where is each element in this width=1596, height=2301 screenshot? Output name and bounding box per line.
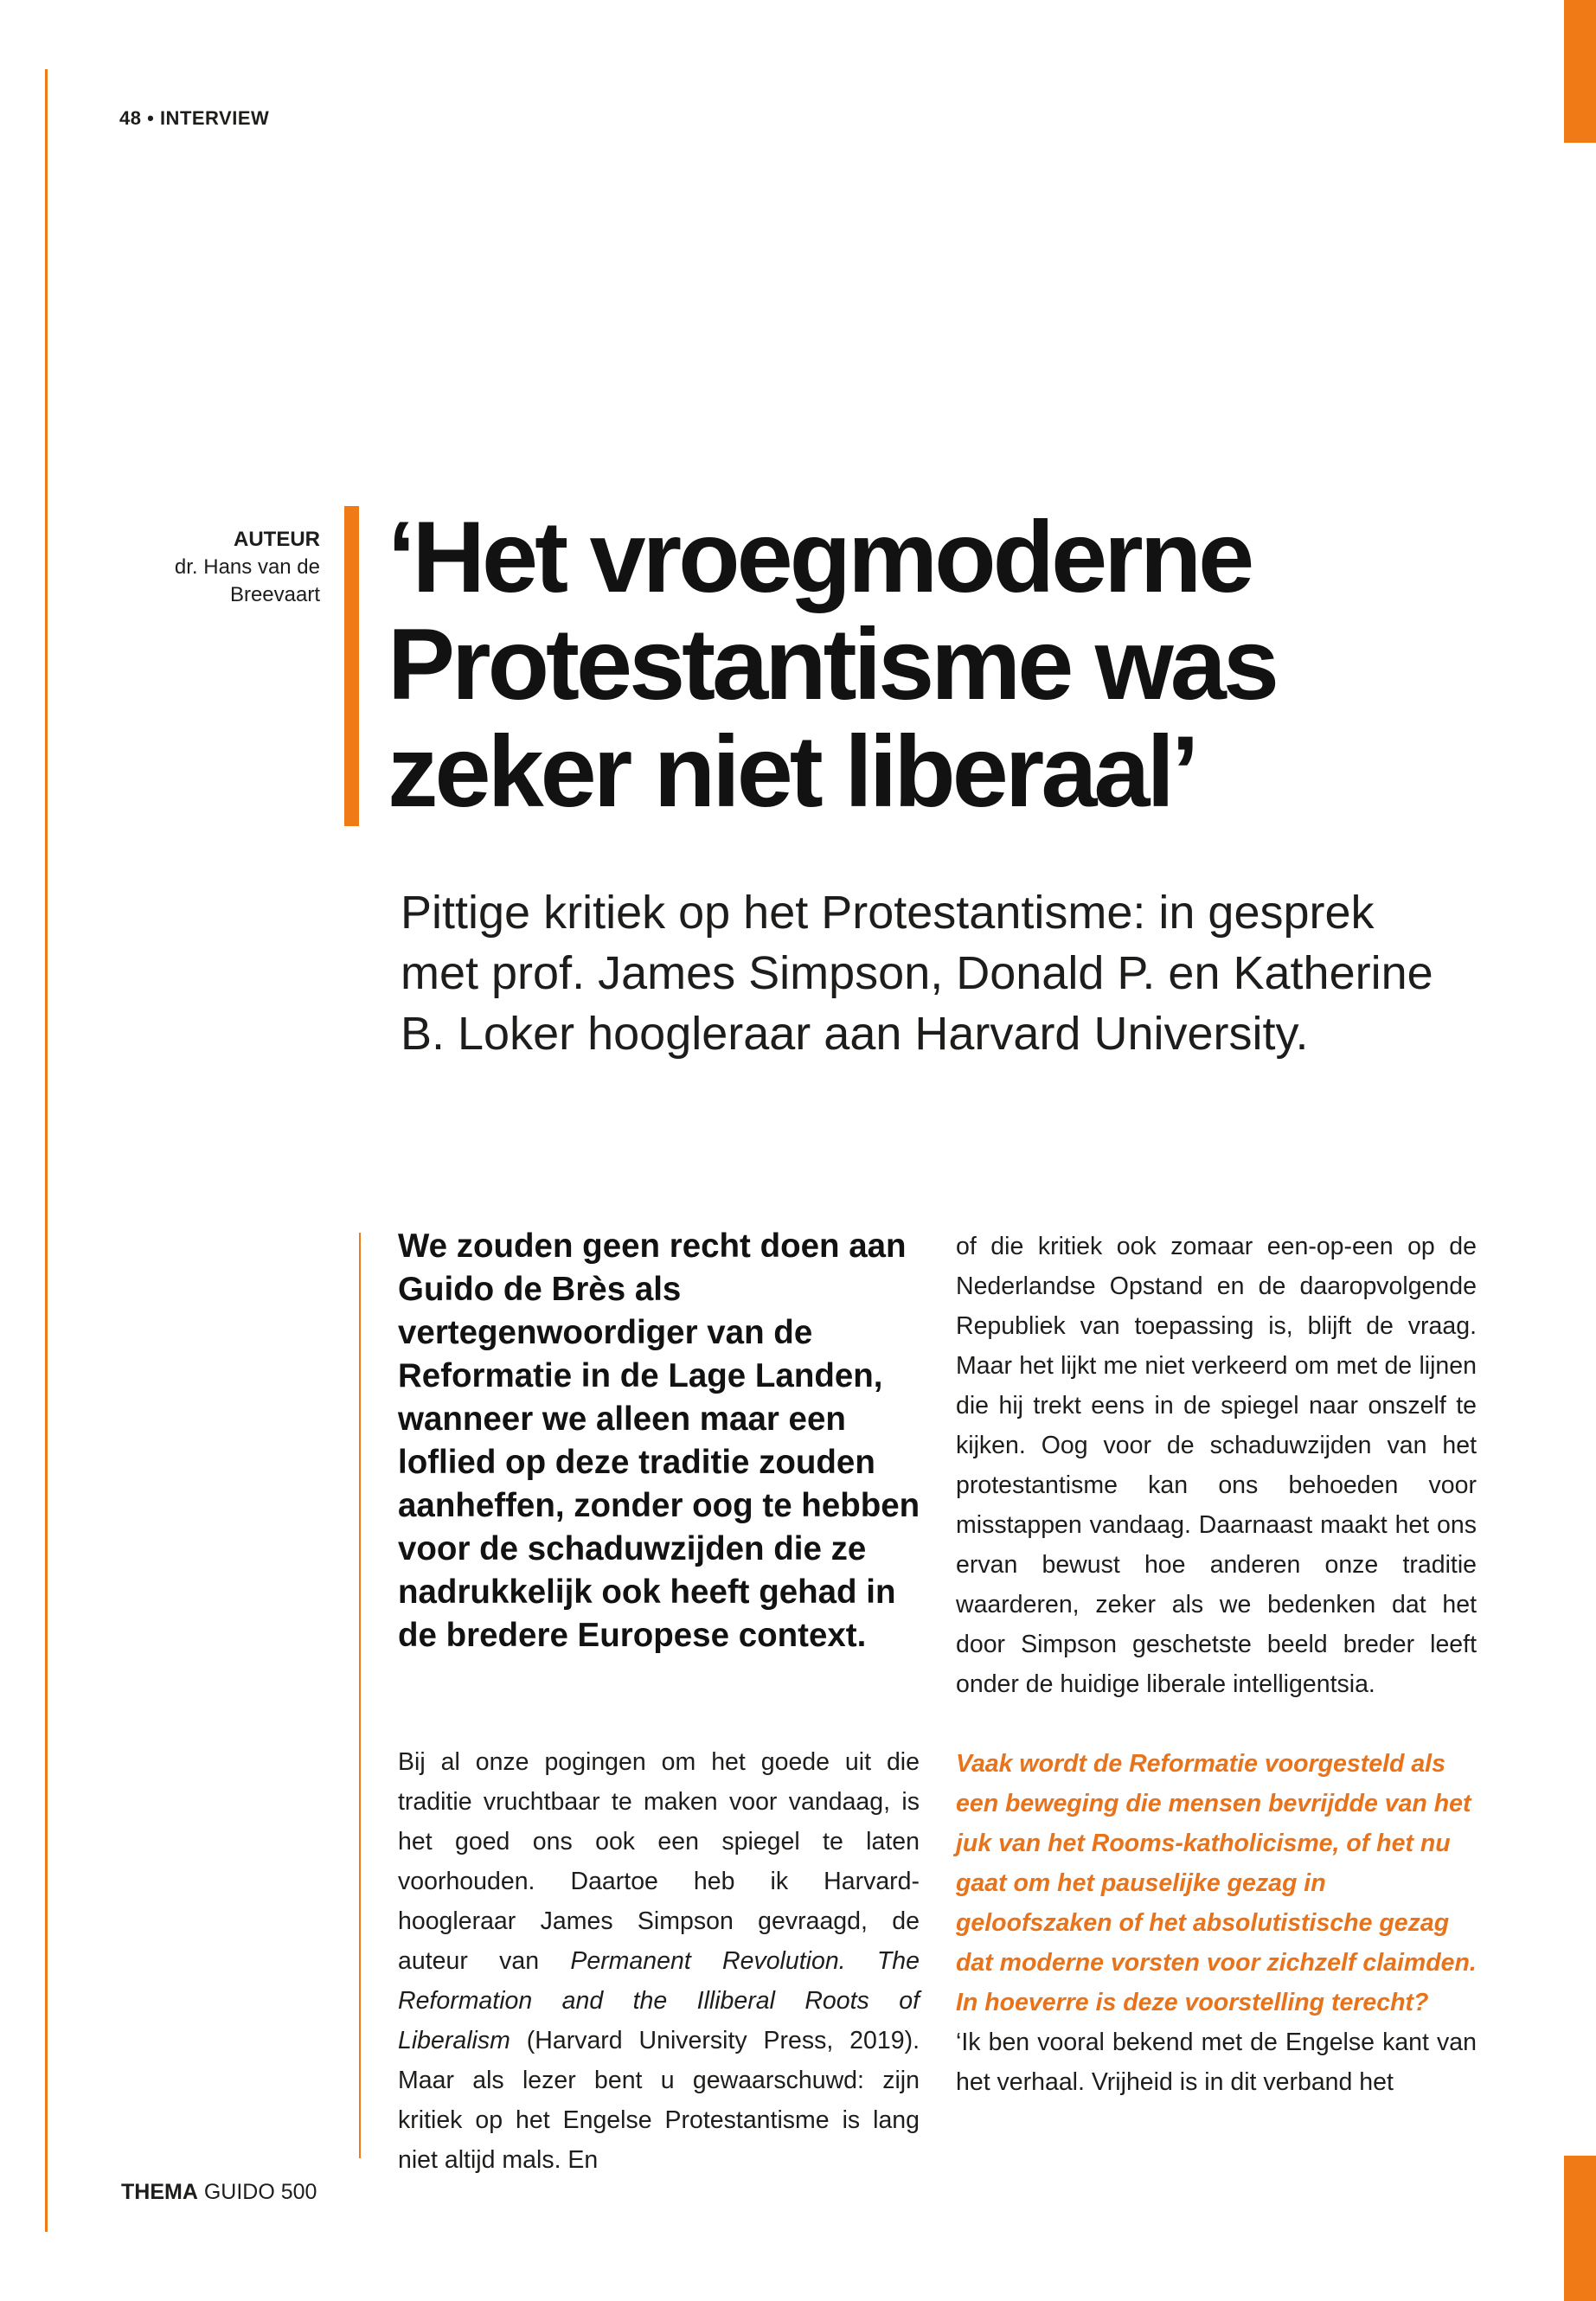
- left-margin-rule: [45, 69, 48, 2232]
- article-intro: We zouden geen recht doen aan Guido de Brès als vertegenwoordiger van de Reformatie in de Lage Landen, wanneer we alleen maar een loflied op deze traditie zouden aanheffen, zonder oog te hebben voor de schaduwzijden die ze nadrukkelijk ook heeft gehad in de bredere Europese context.: [398, 1227, 920, 1654]
- section-label: INTERVIEW: [159, 107, 270, 129]
- footer-publication: GUIDO 500: [203, 2180, 317, 2204]
- running-head: [119, 107, 269, 130]
- bottom-edge-tab: [1564, 2156, 1596, 2301]
- body-paragraph-1-continued: of die kritiek ook zomaar een-op-een op de Nederlandse Opstand en de daaropvolgende Republiek van toepassing is, blijft de vraag. Maar het lijkt me niet verkeerd om met de lijnen die hij trekt eens in de spiegel naar onszelf te kijken. Oog voor de schaduwzijden van het protestantisme kan ons behoeden voor misstappen vandaag. Daarnaast maakt het ons ervan bewust hoe anderen onze traditie waarderen, zeker als we bedenken dat het door Simpson geschetste beeld breder leeft onder de huidige liberale intelligentsia.: [956, 1233, 1477, 1698]
- interview-question-1: Vaak wordt de Reformatie voorgesteld als een beweging die mensen bevrijdde van het juk van het Rooms-katholicisme, of het nu gaat om het pauselijke gezag in geloofszaken of het absolutistische gezag dat moderne vorsten voor zichzelf claimden. In hoeverre is deze voorstelling terecht?: [956, 1750, 1477, 2016]
- author-label: AUTEUR: [234, 528, 320, 551]
- body-column-right: [956, 1227, 1477, 2102]
- author-name: dr. Hans van de Breevaart: [174, 555, 320, 606]
- body-text-part: Bij al onze pogingen om het goede uit die traditie vruchtbaar te maken voor vandaag, is het goed ons ook een spiegel te laten voorhouden. Daartoe heb ik Harvard-hoogleraar James Simpson gevraagd, de auteur van: [398, 1748, 920, 1975]
- interview-answer-1: ‘Ik ben vooral bekend met de Engelse kant van het verhaal. Vrijheid is in dit verband het: [956, 2029, 1477, 2096]
- body-paragraph-1: [398, 1742, 920, 2180]
- column-rule: [359, 1233, 361, 2158]
- title-accent-bar: [344, 506, 359, 826]
- article-title: ‘Het vroegmoderne Protestantisme was zeker niet liberaal’: [388, 500, 1276, 828]
- article-subtitle: Pittige kritiek op het Protestantisme: in gesprek met prof. James Simpson, Donald P. en Katherine B. Loker hoogleraar aan Harvard University.: [401, 887, 1433, 1060]
- body-text-part: (Harvard University Press, 2019). Maar als lezer bent u gewaarschuwd: zijn kritiek op het Engelse Protestantisme is lang niet altijd mals. En: [398, 2027, 920, 2174]
- running-head-separator: •: [147, 107, 155, 129]
- footer: [121, 2180, 317, 2205]
- body-column-left: [398, 1742, 920, 2180]
- top-edge-tab: [1564, 0, 1596, 143]
- footer-brand: THEMA: [121, 2180, 198, 2204]
- page-number: 48: [119, 107, 142, 129]
- book-title: Permanent Revolution. The Reformation and the Illiberal Roots of Liberalism: [398, 1947, 920, 2054]
